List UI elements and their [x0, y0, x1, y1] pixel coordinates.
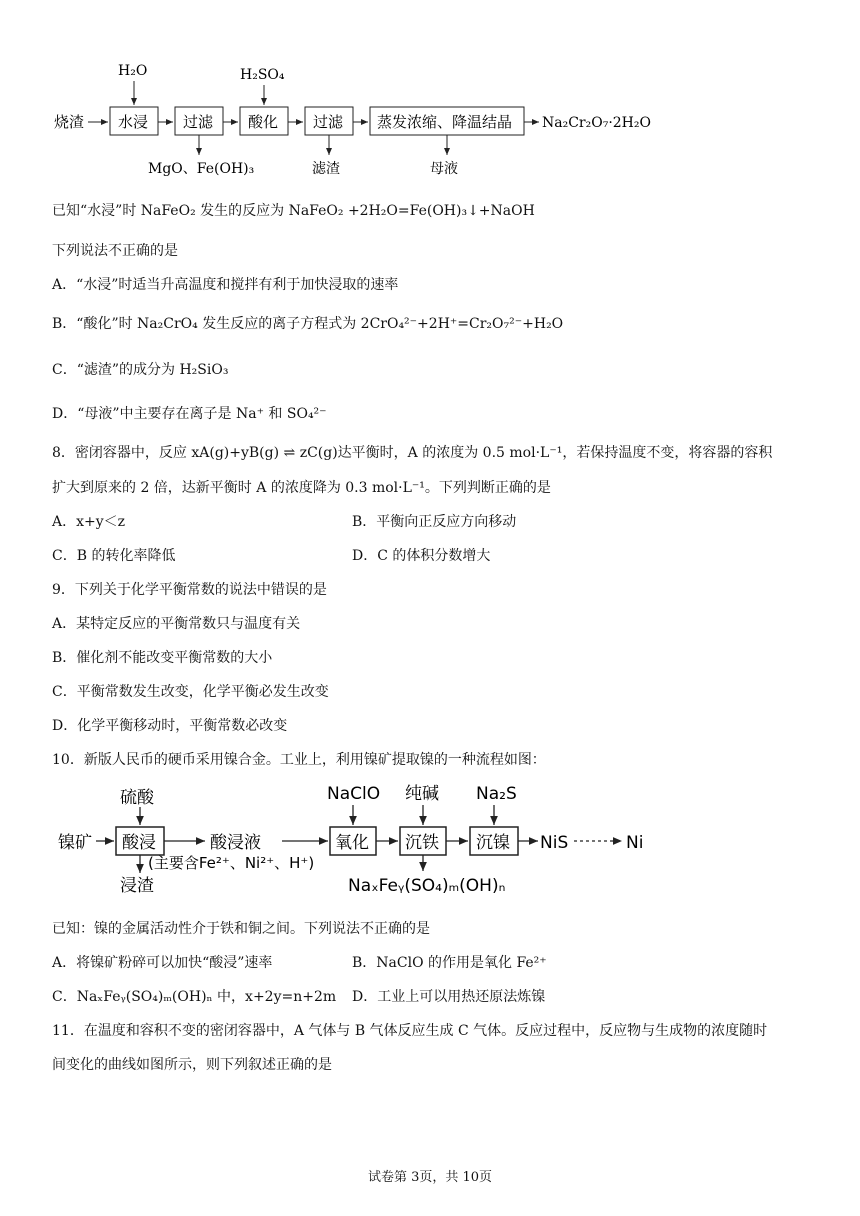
q8-stem-line2: 扩大到原来的 2 倍，达新平衡时 A 的浓度降为 0.3 mol·L⁻¹。下列判断正确的是 — [52, 480, 551, 496]
q7-option-a: A．“水浸”时适当升高温度和搅拌有利于加快浸取的速率 — [52, 277, 399, 293]
flow1-input-water: H₂O — [118, 63, 148, 79]
svg-text:过滤: 过滤 — [183, 113, 214, 131]
svg-text:沉镍: 沉镍 — [476, 833, 510, 853]
flow1-output-filter1: MgO、Fe(OH)₃ — [148, 161, 255, 177]
svg-text:水浸: 水浸 — [118, 113, 149, 131]
flow1-input-acid: H₂SO₄ — [240, 67, 285, 83]
q7-option-c: C．“滤渣”的成分为 H₂SiO₃ — [52, 362, 229, 378]
q8-option-b: B．平衡向正反应方向移动 — [352, 514, 517, 530]
q9-option-d: D．化学平衡移动时，平衡常数必改变 — [52, 718, 288, 734]
flow2-leach-liquid: 酸浸液 — [210, 833, 261, 853]
q9-option-a: A．某特定反应的平衡常数只与温度有关 — [52, 616, 301, 632]
q11-stem-line2: 间变化的曲线如图所示，则下列叙述正确的是 — [52, 1057, 332, 1073]
q11-stem-line1: 11．在温度和容积不变的密闭容器中，A 气体与 B 气体反应生成 C 气体。反应过程中，反应物与生成物的浓度随时 — [52, 1023, 768, 1039]
q7-option-d: D．“母液”中主要存在离子是 Na⁺ 和 SO₄²⁻ — [52, 406, 327, 422]
q9-stem: 9．下列关于化学平衡常数的说法中错误的是 — [52, 582, 327, 598]
flow1-output-mother: 母液 — [430, 161, 458, 177]
q8-option-a: A．x+y＜z — [52, 514, 126, 530]
svg-text:蒸发浓缩、降温结晶: 蒸发浓缩、降温结晶 — [377, 113, 513, 131]
q8-option-d: D．C 的体积分数增大 — [352, 548, 491, 564]
flow2-ni: Ni — [626, 833, 644, 853]
q7-option-b: B．“酸化”时 Na₂CrO₄ 发生反应的离子方程式为 2CrO₄²⁻+2H⁺=Cr₂O₇²⁻+H₂O — [52, 316, 564, 332]
svg-text:过滤: 过滤 — [313, 113, 344, 131]
q10-option-d: D．工业上可以用热还原法炼镍 — [352, 989, 546, 1005]
q10-option-c: C．NaₓFeᵧ(SO₄)ₘ(OH)ₙ 中，x+2y=n+2m — [52, 989, 337, 1005]
page-footer: 试卷第 3页，共 10页 — [367, 1170, 493, 1185]
q9-option-b: B．催化剂不能改变平衡常数的大小 — [52, 650, 273, 666]
flow2-input-2: NaClO — [327, 784, 381, 804]
q10-stem: 10．新版人民币的硬币采用镍合金。工业上，利用镍矿提取镍的一种流程如图： — [52, 752, 546, 768]
q7-prompt: 下列说法不正确的是 — [52, 243, 178, 259]
flow2-nis: NiS — [540, 833, 569, 853]
q7-known: 已知“水浸”时 NaFeO₂ 发生的反应为 NaFeO₂ +2H₂O=Fe(OH)₃↓+NaOH — [52, 203, 535, 219]
q9-option-c: C．平衡常数发生改变，化学平衡必发生改变 — [52, 684, 329, 700]
flow2-input-1: 硫酸 — [120, 788, 154, 808]
q10-option-b: B．NaClO 的作用是氧化 Fe²⁺ — [352, 955, 547, 971]
flow2-input-4: Na₂S — [476, 784, 517, 804]
flow2-input-3: 纯碱 — [405, 784, 439, 804]
svg-text:沉铁: 沉铁 — [405, 833, 439, 853]
flow2-start: 镍矿 — [58, 833, 92, 853]
q8-stem-line1: 8．密闭容器中，反应 xA(g)+yB(g) ⇌ zC(g)达平衡时，A 的浓度为 0.5 mol·L⁻¹，若保持温度不变，将容器的容积 — [52, 445, 773, 461]
flow-diagram-2 — [50, 775, 670, 905]
flow2-precipitate: NaₓFeᵧ(SO₄)ₘ(OH)ₙ — [348, 876, 506, 896]
q10-option-a: A．将镍矿粉碎可以加快“酸浸”速率 — [52, 955, 273, 971]
flow2-residue: 浸渣 — [120, 876, 154, 896]
flow-diagram-1 — [40, 55, 680, 185]
q8-option-c: C．B 的转化率降低 — [52, 548, 176, 564]
flow1-product: Na₂Cr₂O₇·2H₂O — [542, 115, 651, 131]
svg-text:酸浸: 酸浸 — [122, 833, 156, 853]
flow1-output-filter2: 滤渣 — [312, 161, 340, 177]
svg-text:氧化: 氧化 — [335, 833, 369, 853]
svg-text:酸化: 酸化 — [248, 113, 279, 131]
q10-known: 已知：镍的金属活动性介于铁和铜之间。下列说法不正确的是 — [52, 921, 430, 937]
flow2-leach-note: (主要含Fe²⁺、Ni²⁺、H⁺) — [148, 854, 315, 872]
flow1-start: 烧渣 — [54, 113, 85, 131]
